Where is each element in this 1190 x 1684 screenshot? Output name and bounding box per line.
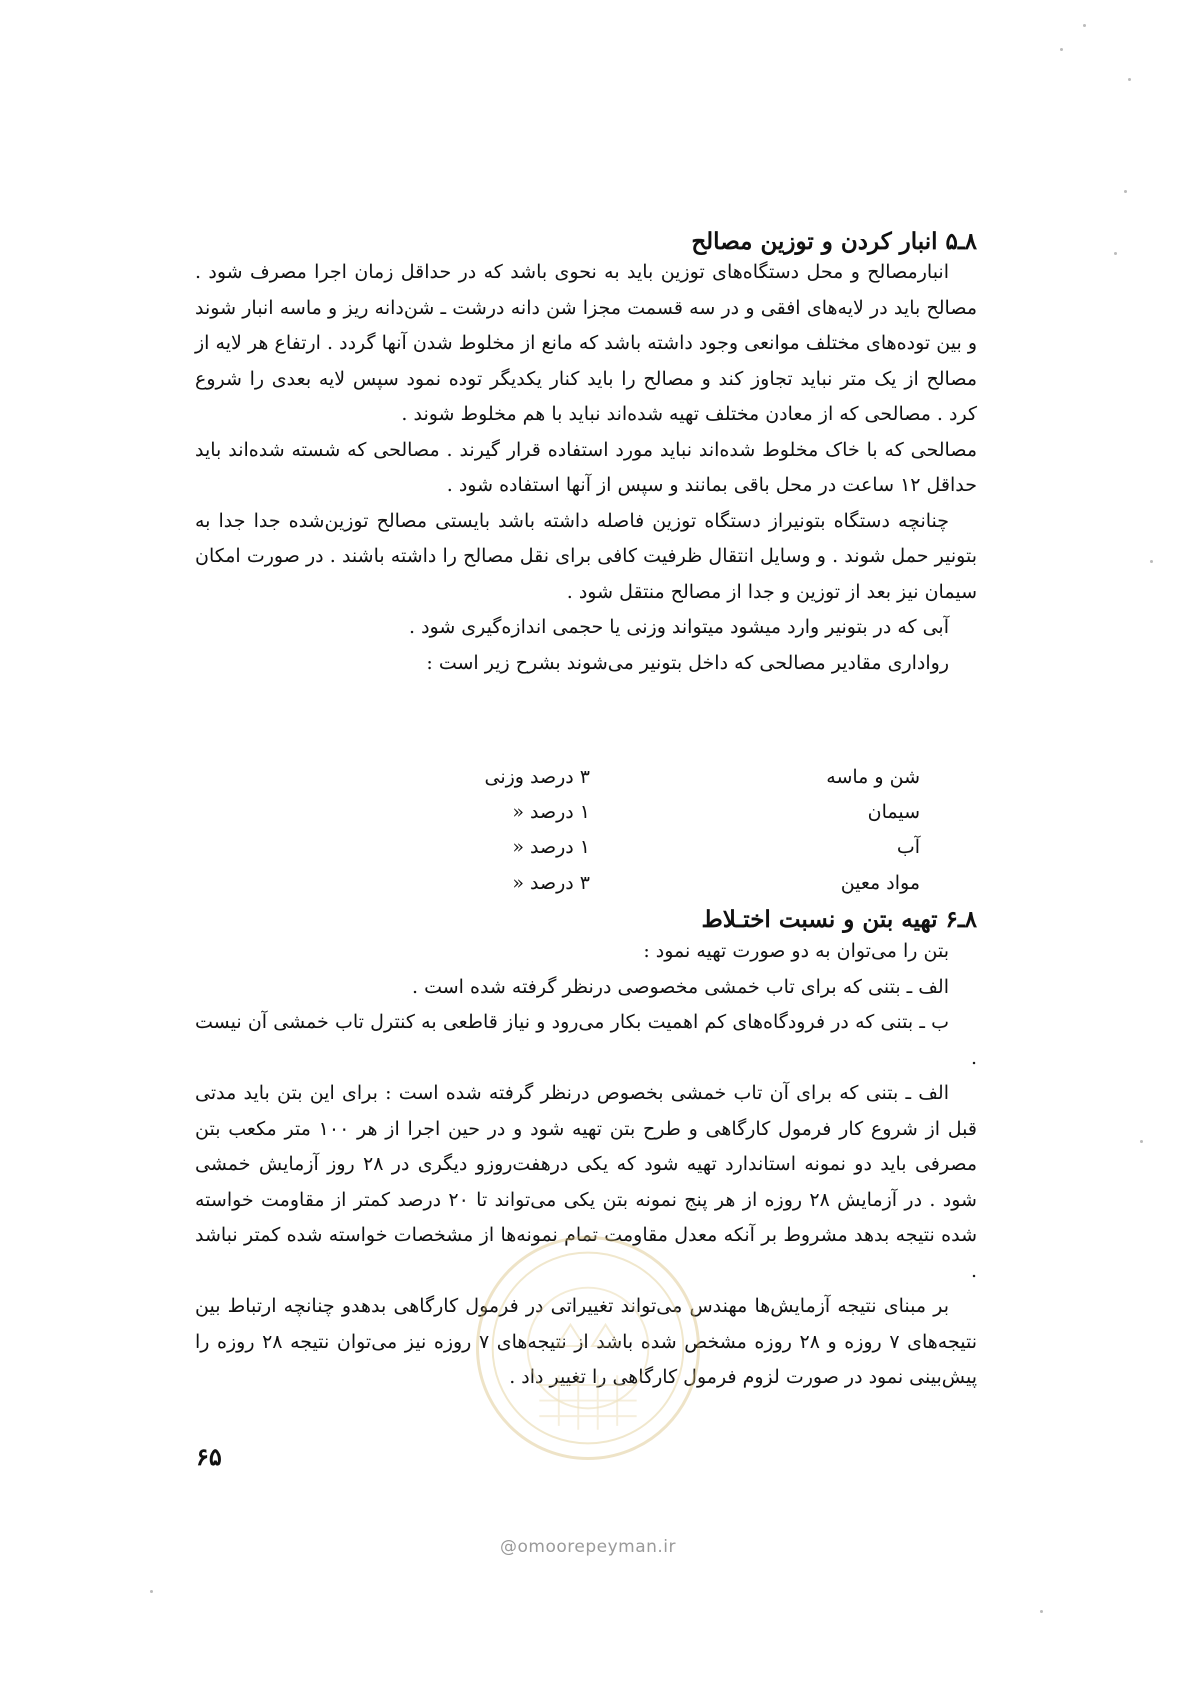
scan-speck [1128,78,1131,81]
section-heading-mixing: ۸ـ۶ تهیه بتن و نسبت اختـلاط [701,906,977,933]
scan-speck [1040,1610,1043,1613]
paragraph: بتن را می‌توان به دو صورت تهیه نمود : [643,940,949,962]
list-item-b: ب ـ بتنی که در فرودگاه‌های کم اهمیت بکار می‌رود و نیاز قاطعی به کنترل تاب خمشی آن نیست . [195,1011,977,1069]
tolerance-value: ۱ درصد « [512,801,590,823]
paragraph: بر مبنای نتیجه آزمایش‌ها مهندس می‌تواند تغییراتی در فرمول کارگاهی بدهدو چنانچه ارتباط بین نتیجه‌های ۷ روزه و ۲۸ روزه مشخص شده باشد از نتیجه‌های ۷ روزه نیز می‌توان نتیجه ۲۸ روزه را پیش‌بینی نمود در صورت لزوم فرمول کارگاهی را تغییر داد . [195,1295,977,1388]
paragraph: الف ـ بتنی که برای آن تاب خمشی بخصوص درنظر گرفته شده است : برای این بتن باید مدتی قبل از شروع کار فرمول کارگاهی و طرح بتن تهیه شود و در حین اجرا از هر ۱۰۰ متر مکعب بتن مصرفی باید دو نمونه استاندارد تهیه شود که یکی درهفت‌روزو دیگری در ۲۸ روز آزمایش خمشی شود . در آزمایش ۲۸ روزه از هر پنج نمونه بتن یکی می‌تواند تا ۲۰ درصد کمتر از مقاومت خواسته شده نتیجه بدهد مشروط بر آنکه معدل مقاومت تمام نمونه‌ها از مشخصات خواسته شده کمتر نباشد . [195,1082,978,1282]
tolerance-value: ۳ درصد « [512,872,590,894]
tolerance-material: آب [896,836,920,858]
paragraph: چنانچه دستگاه بتونیراز دستگاه توزین فاصله داشته باشد بایستی مصالح توزین‌شده جدا جدا به بتونیر حمل شوند . و وسایل انتقال ظرفیت کافی برای نقل مصالح را داشته باشند . در صورت امکان سیمان نیز بعد از توزین و جدا از مصالح منتقل شود . [195,509,977,603]
watermark-text: @omoorepeyman.ir [500,1537,677,1557]
section-heading-storage: ۸ـ۵ انبار کردن و توزین مصالح [691,228,977,255]
tolerance-value: ۱ درصد « [512,836,590,858]
list-item-a: الف ـ بتنی که برای تاب خمشی مخصوصی درنظر گرفته شده است . [412,975,949,998]
paragraph: مصالحی که با خاک مخلوط شده‌اند نباید مورد استفاده قرار گیرند . مصالحی که شسته شده‌اند باید حداقل ۱۲ ساعت در محل باقی بمانند و سپس از آنها استفاده شود . [195,438,977,496]
tolerance-row [480,760,920,794]
section-storage-body [195,255,977,681]
tolerance-material: مواد معین [840,872,920,894]
paragraph: رواداری مقادیر مصالحی که داخل بتونیر می‌شوند بشرح زیر است : [426,651,949,674]
tolerance-material: سیمان [867,801,920,823]
scan-speck [1060,48,1063,51]
scan-speck [1083,24,1086,27]
scan-speck [1140,1140,1143,1143]
stamp-logo [476,1236,700,1460]
scan-speck [1114,252,1117,255]
tolerance-row [480,830,920,864]
scan-speck [1150,560,1153,563]
paragraph: انبارمصالح و محل دستگاه‌های توزین باید به نحوی باشد که در حداقل زمان اجرا مصرف شود . مصالح باید در لایه‌های افقی و در سه قسمت مجزا شن دانه درشت ـ شن‌دانه ریز و ماسه انبار شوند و بین توده‌های مختلف موانعی وجود داشته باشد که مانع از مخلوط شدن آنها گردد . ارتفاع هر لایه از مصالح از یک متر نباید تجاوز کند و مصالح را باید کنار یکدیگر توده نمود سپس لایه بعدی را شروع کرد . مصالحی که از معادن مختلف تهیه شده‌اند نباید با هم مخلوط شوند . [195,261,977,425]
page-number: ۶۵ [196,1442,222,1471]
stamp-logo-graphic [479,1239,697,1457]
tolerance-value: ۳ درصد وزنی [484,766,590,788]
tolerance-row [480,866,920,900]
scan-speck [1124,190,1127,193]
tolerance-material: شن و ماسه [826,766,920,788]
paragraph: آبی که در بتونیر وارد میشود میتواند وزنی یا حجمی اندازه‌گیری شود . [408,616,949,638]
scan-speck [150,1590,153,1593]
tolerance-row [480,795,920,829]
